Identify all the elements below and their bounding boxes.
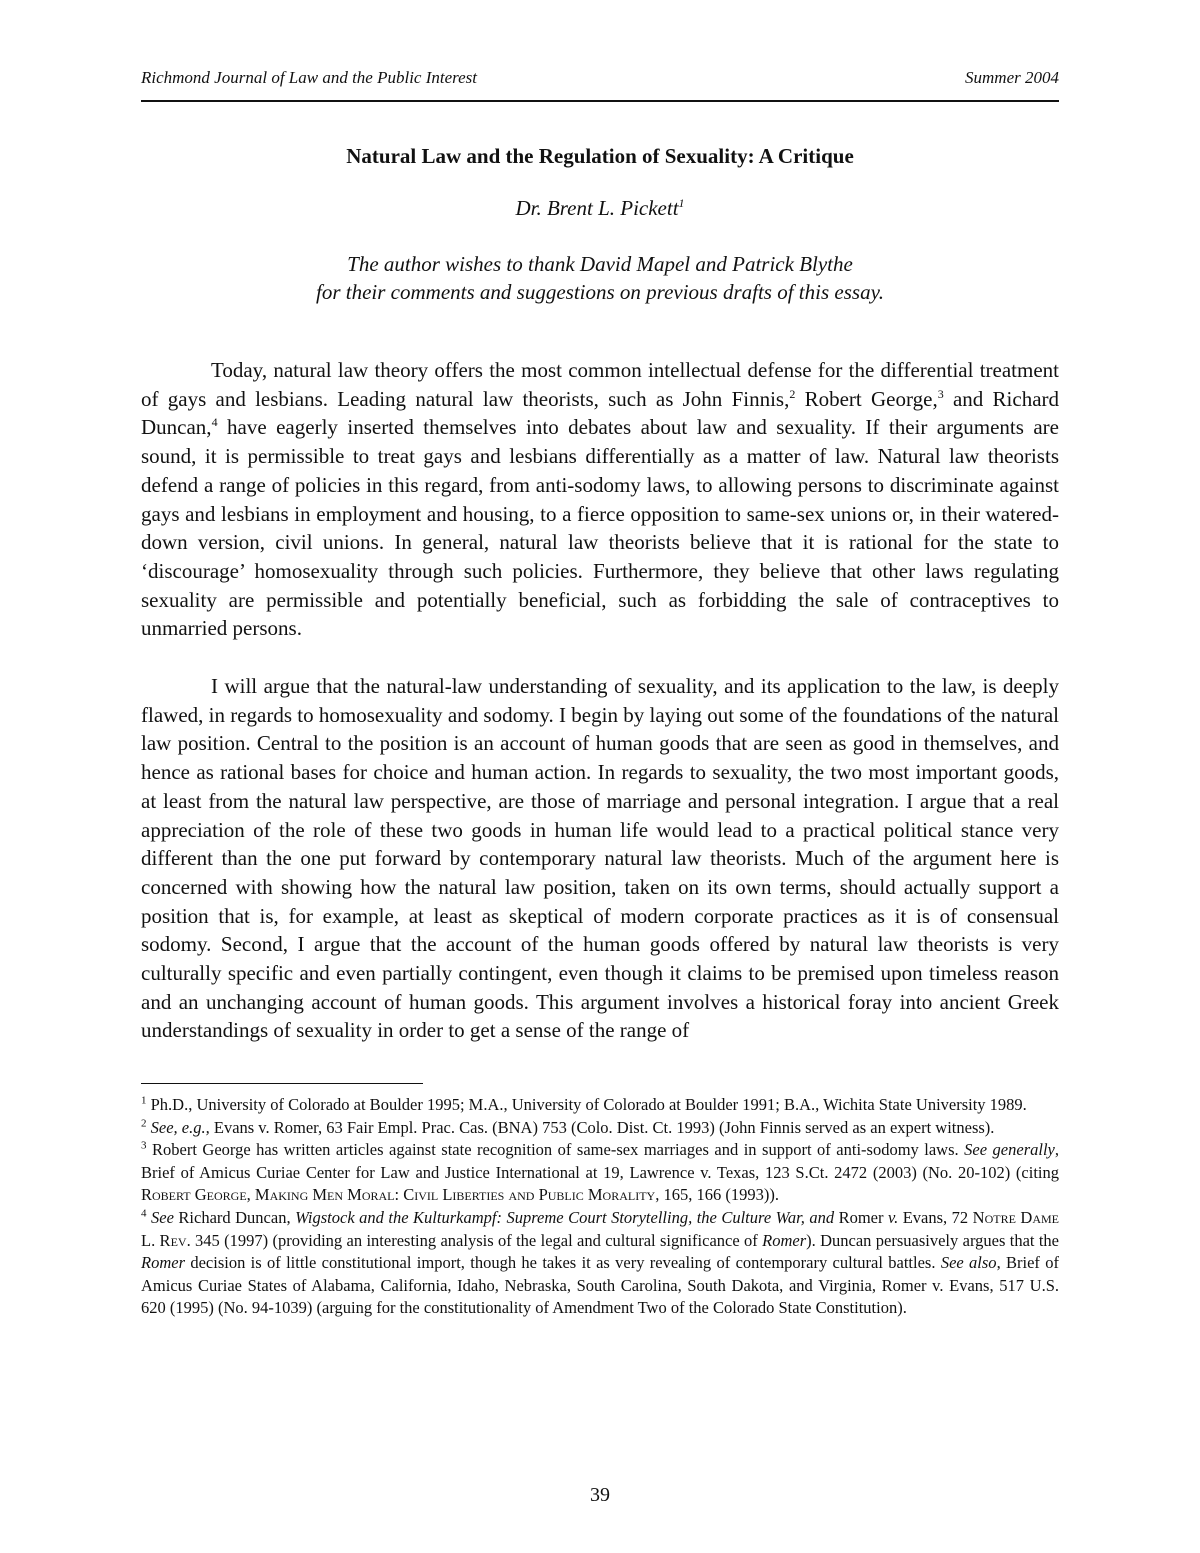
footnotes [141, 1094, 1059, 1320]
footnote-4-signal: See [151, 1207, 174, 1227]
journal-name: Richmond Journal of Law and the Public Interest [141, 68, 478, 87]
paragraph-1-text-a: Today, natural law theory offers the most common intellectual defense for the differential treatment of gays and lesbians. Leading natural law theorists, such as John Finnis, [141, 358, 1059, 411]
footnote-4-article-title: Wigstock and the Kulturkampf: Supreme Court Storytelling, the Culture War, and [295, 1207, 835, 1227]
footnote-3 [141, 1139, 1059, 1207]
footnote-3-text-c: , 165, 166 (1993)). [655, 1185, 779, 1205]
paragraph-1 [141, 356, 1059, 643]
footnote-4-text-d: 345 (1997) (providing an interesting analysis of the legal and cultural significance of [190, 1230, 763, 1250]
footnote-2-text: Evans v. Romer, 63 Fair Empl. Prac. Cas. (BNA) 753 (Colo. Dist. Ct. 1993) (John Finnis served as an expert witness). [209, 1117, 995, 1137]
footnote-4-text-c: Evans, 72 [898, 1207, 973, 1227]
article-title: Natural Law and the Regulation of Sexuality: A Critique [346, 144, 854, 168]
footnote-4-mark: 4 [141, 1207, 147, 1220]
footnote-rule [141, 1083, 423, 1084]
paragraph-1-text-b: Robert George, [795, 386, 938, 411]
footnote-4-case-name-1: Romer [762, 1230, 807, 1250]
acknowledgement-line-1: The author wishes to thank David Mapel and Patrick Blythe [347, 252, 853, 276]
footnote-4-signal-2: See also [940, 1253, 997, 1273]
footnote-4-text-f: decision is of little constitutional import, though he takes it as very revealing of contemporary cultural battles. [185, 1253, 941, 1273]
footnote-4-case-name-2: Romer [141, 1253, 185, 1273]
footnote-2 [141, 1117, 1059, 1140]
footnote-ref-3: 3 [937, 386, 944, 401]
footnote-2-mark: 2 [141, 1117, 147, 1130]
footnote-2-signal: See, e.g., [150, 1117, 210, 1137]
footnote-4-text-b: Romer [834, 1207, 888, 1227]
footnote-1 [141, 1094, 1059, 1117]
footnote-4-text-e: ). Duncan persuasively argues that the [806, 1230, 1060, 1250]
article-author [141, 196, 1059, 221]
footnote-ref-4: 4 [211, 415, 218, 430]
paragraph-1-text-c: and Richard Duncan, [141, 386, 1060, 440]
header-rule [141, 100, 1059, 102]
footnote-3-text-a: Robert George has written articles against state recognition of same-sex marriages and in support of anti-sodomy laws. [146, 1140, 965, 1160]
footnote-4-versus: v. [888, 1207, 899, 1227]
footnote-ref-2: 2 [789, 386, 796, 401]
footnote-4-text-a: Richard Duncan, [173, 1207, 296, 1227]
footnote-4-journal: Notre Dame L. Rev. [141, 1207, 1059, 1250]
footnote-3-mark: 3 [141, 1139, 147, 1152]
page [141, 0, 1059, 1553]
paragraph-2: I will argue that the natural-law understanding of sexuality, and its application to the law, is deeply flawed, in regards to homosexuality and sodomy. I begin by laying out some of the foundations of the natural law position. Central to the position is an account of human goods that are seen as good in themselves, and hence as rational bases for choice and human action. In regards to sexuality, the two most important goods, at least from the natural law perspective, are those of marriage and personal integration. I argue that a real appreciation of the role of these two goods in human life would lead to a practical political stance very different than the one put forward by contemporary natural law theorists. Much of the argument here is concerned with showing how the natural law position, taken on its own terms, should actually support a position that is, for example, at least as skeptical of modern corporate practices as it is of consensual sodomy. Second, I argue that the account of the human goods offered by natural law theorists is very culturally specific and even partially contingent, even though it claims to be premised upon timeless reason and an unchanging account of human goods. This argument involves a historical foray into ancient Greek understandings of sexuality in order to get a sense of the range of [141, 674, 1059, 1043]
footnote-4 [141, 1207, 1059, 1320]
footnote-3-book-title: Robert George, Making Men Moral: Civil Liberties and Public Morality [141, 1185, 656, 1205]
article-body [141, 356, 1059, 1074]
author-name: Dr. Brent L. Pickett [515, 196, 679, 220]
paragraph-1-text-d: have eagerly inserted themselves into debates about law and sexuality. If their arguments are sound, it is permissible to treat gays and lesbians differentially as a matter of law. Natural law theorists defend a range of policies in this regard, from anti-sodomy laws, to allowing persons to discriminate against gays and lesbians in employment and housing, to a fierce opposition to same-sex unions or, in their watered-down version, civil unions. In general, natural law theorists believe that it is rational for the state to ‘discourage’ homosexuality through such policies. Furthermore, they believe that other laws regulating sexuality are permissible and potentially beneficial, such as forbidding the sale of contraceptives to unmarried persons. [141, 415, 1059, 641]
page-number: 39 [590, 1484, 610, 1506]
footnote-1-mark: 1 [141, 1094, 147, 1107]
issue-date: Summer 2004 [965, 68, 1059, 87]
author-footnote-mark: 1 [678, 196, 685, 210]
footnote-3-text-b: , Brief of Amicus Curiae Center for Law and Justice International at 19, Lawrence v. Texas, 123 S.Ct. 2472 (2003) (No. 20-102) (citing [141, 1140, 1059, 1182]
footnote-4-text-g: , Brief of Amicus Curiae States of Alabama, California, Idaho, Nebraska, South Carolina, South Dakota, and Virginia, Romer v. Evans, 517 U.S. 620 (1995) (No. 94-1039) (arguing for the constitutionality of Amendment Two of the Colorado State Constitution). [141, 1253, 1059, 1318]
acknowledgement-line-2: for their comments and suggestions on previous drafts of this essay. [316, 280, 884, 304]
acknowledgement [141, 250, 1059, 306]
footnote-1-text: Ph.D., University of Colorado at Boulder 1995; M.A., University of Colorado at Boulder 1991; B.A., Wichita State University 1989. [146, 1095, 1027, 1114]
footnote-3-signal: See generally [964, 1140, 1055, 1160]
